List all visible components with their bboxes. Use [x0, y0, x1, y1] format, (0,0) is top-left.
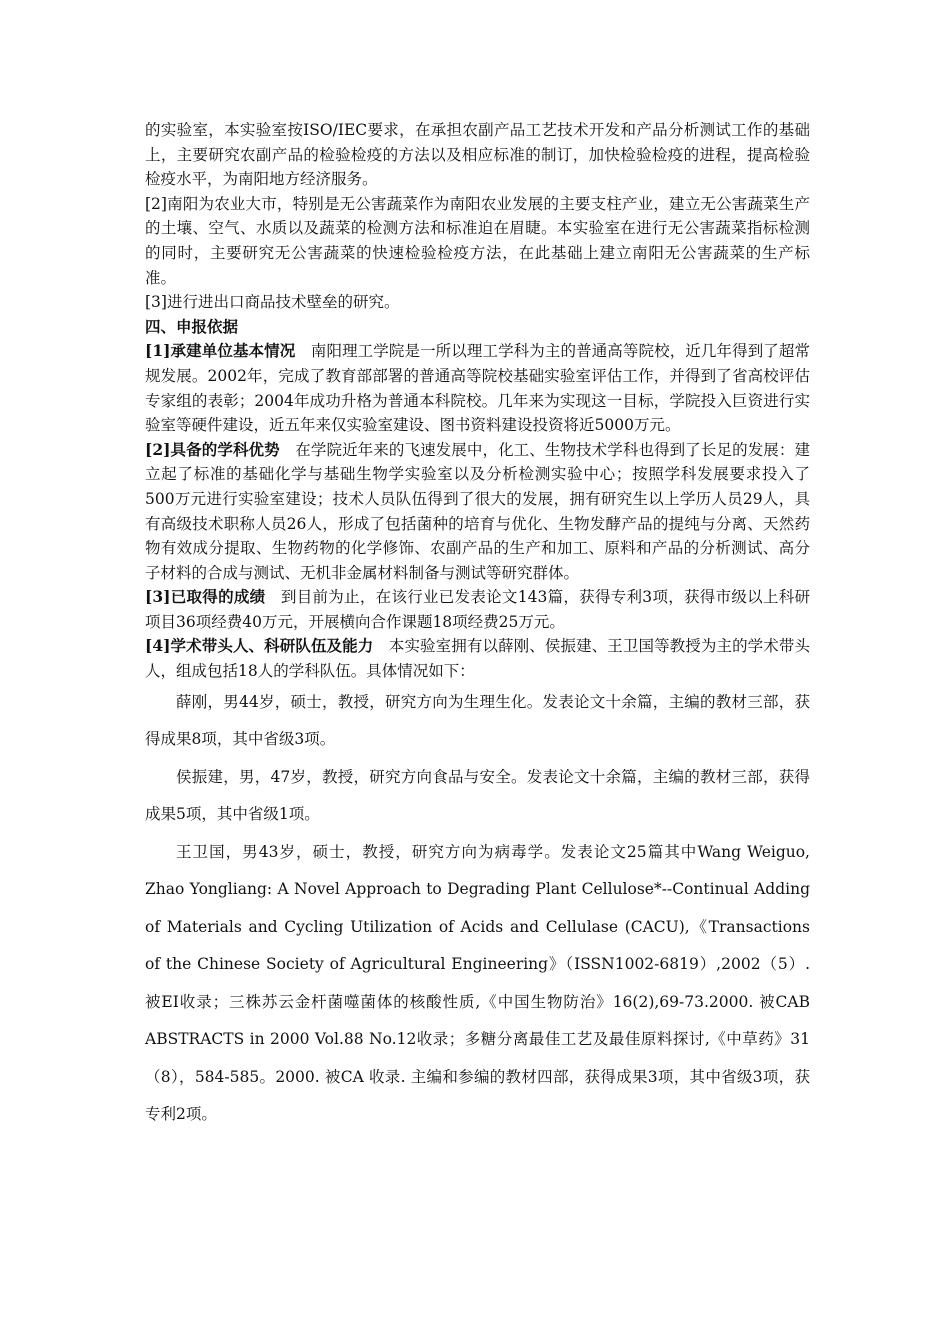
person-hou-zhenjian: 侯振建，男，47岁，教授，研究方向食品与安全。发表论文十余篇，主编的教材三部，获得成果5项，其中省级1项。 — [145, 767, 810, 824]
basis-item-label: [2]具备的学科优势 — [145, 439, 280, 459]
basis-item-label: [3]已取得的成绩 — [145, 587, 266, 607]
basis-item-2 — [145, 438, 810, 586]
basis-item-label: [4]学术带头人、科研队伍及能力 — [145, 636, 374, 656]
paragraph-item-2: [2]南阳为农业大市，特别是无公害蔬菜作为南阳农业发展的主要支柱产业，建立无公害蔬菜生产的土壤、空气、水质以及蔬菜的检测方法和标准迫在眉睫。本实验室在进行无公害蔬菜指标检测的同时，主要研究无公害蔬菜的快速检验检疫方法，在此基础上建立南阳无公害蔬菜的生产标准。 — [145, 194, 810, 287]
basis-item-text: 在学院近年来的飞速发展中，化工、生物技术学科也得到了长足的发展：建立起了标准的基础化学与基础生物学实验室以及分析检测实验中心；按照学科发展要求投入了500万元进行实验室建设；技术人员队伍得到了很大的发展，拥有研究生以上学历人员29人，具有高级技术职称人员26人，形成了包括菌种的培育与优化、生物发酵产品的提纯与分离、天然药物有效成分提取、生物药物的化学修饰、农副产品的生产和加工、原料和产品的分析测试、高分子材料的合成与测试、无机非金属材料制备与测试等研究群体。 — [145, 440, 810, 582]
paragraph-item-3: [3]进行进出口商品技术壁垒的研究。 — [145, 293, 400, 312]
person-xue-gang: 薛刚，男44岁，硕士，教授，研究方向为生理生化。发表论文十余篇，主编的教材三部，获得成果8项，其中省级3项。 — [145, 692, 810, 749]
basis-item-text: 到目前为止，在该行业已发表论文143篇，获得专利3项，获得市级以上科研项目36项经费40万元，开展横向合作课题18项经费25万元。 — [145, 588, 811, 631]
basis-item-label: [1]承建单位基本情况 — [145, 341, 296, 361]
section-heading: 四、申报依据 — [145, 316, 239, 336]
person-wang-weiguo: 王卫国，男43岁，硕士，教授，研究方向为病毒学。发表论文25篇其中Wang Weiguo, Zhao Yongliang: A Novel Approach to Degrading Plant Cellulose*--Continual Adding of Materials and Cycling Utilization of Acids and Cellulase (CACU),《Transactions of the Chinese Society of Agricultural Engineering》（ISSN1002-6819）,2002（5）. 被EI收录；三株苏云金杆菌噬菌体的核酸性质,《中国生物防治》16(2),69-73.2000. 被CAB ABSTRACTS in 2000 Vol.88 No.12收录；多糖分离最佳工艺及最佳原料探讨,《中草药》31（8），584-585。2000. 被CA 收录. 主编和参编的教材四部，获得成果3项，其中省级3项，获专利2项。 — [145, 842, 810, 1124]
basis-item-text: 南阳理工学院是一所以理工学科为主的普通高等院校，近几年得到了超常规发展。2002年，完成了教育部部署的普通高等院校基础实验室评估工作，并得到了省高校评估专家组的表彰；2004年成功升格为普通本科院校。几年来为实现这一目标，学院投入巨资进行实验室等硬件建设，近五年来仅实验室建设、图书资料建设投资将近5000万元。 — [145, 342, 811, 435]
basis-item-3 — [145, 585, 810, 634]
basis-item-1 — [145, 339, 810, 437]
paragraph-lab-purpose: 的实验室，本实验室按ISO/IEC要求，在承担农副产品工艺技术开发和产品分析测试工作的基础上，主要研究农副产品的检验检疫的方法以及相应标准的制订，加快检验检疫的进程，提高检验检疫水平，为南阳地方经济服务。 — [145, 121, 810, 189]
basis-item-text: 本实验室拥有以薛刚、侯振建、王卫国等教授为主的学术带头人，组成包括18人的学科队伍。具体情况如下： — [145, 637, 810, 681]
document-page — [145, 118, 810, 1134]
basis-item-4 — [145, 634, 810, 683]
